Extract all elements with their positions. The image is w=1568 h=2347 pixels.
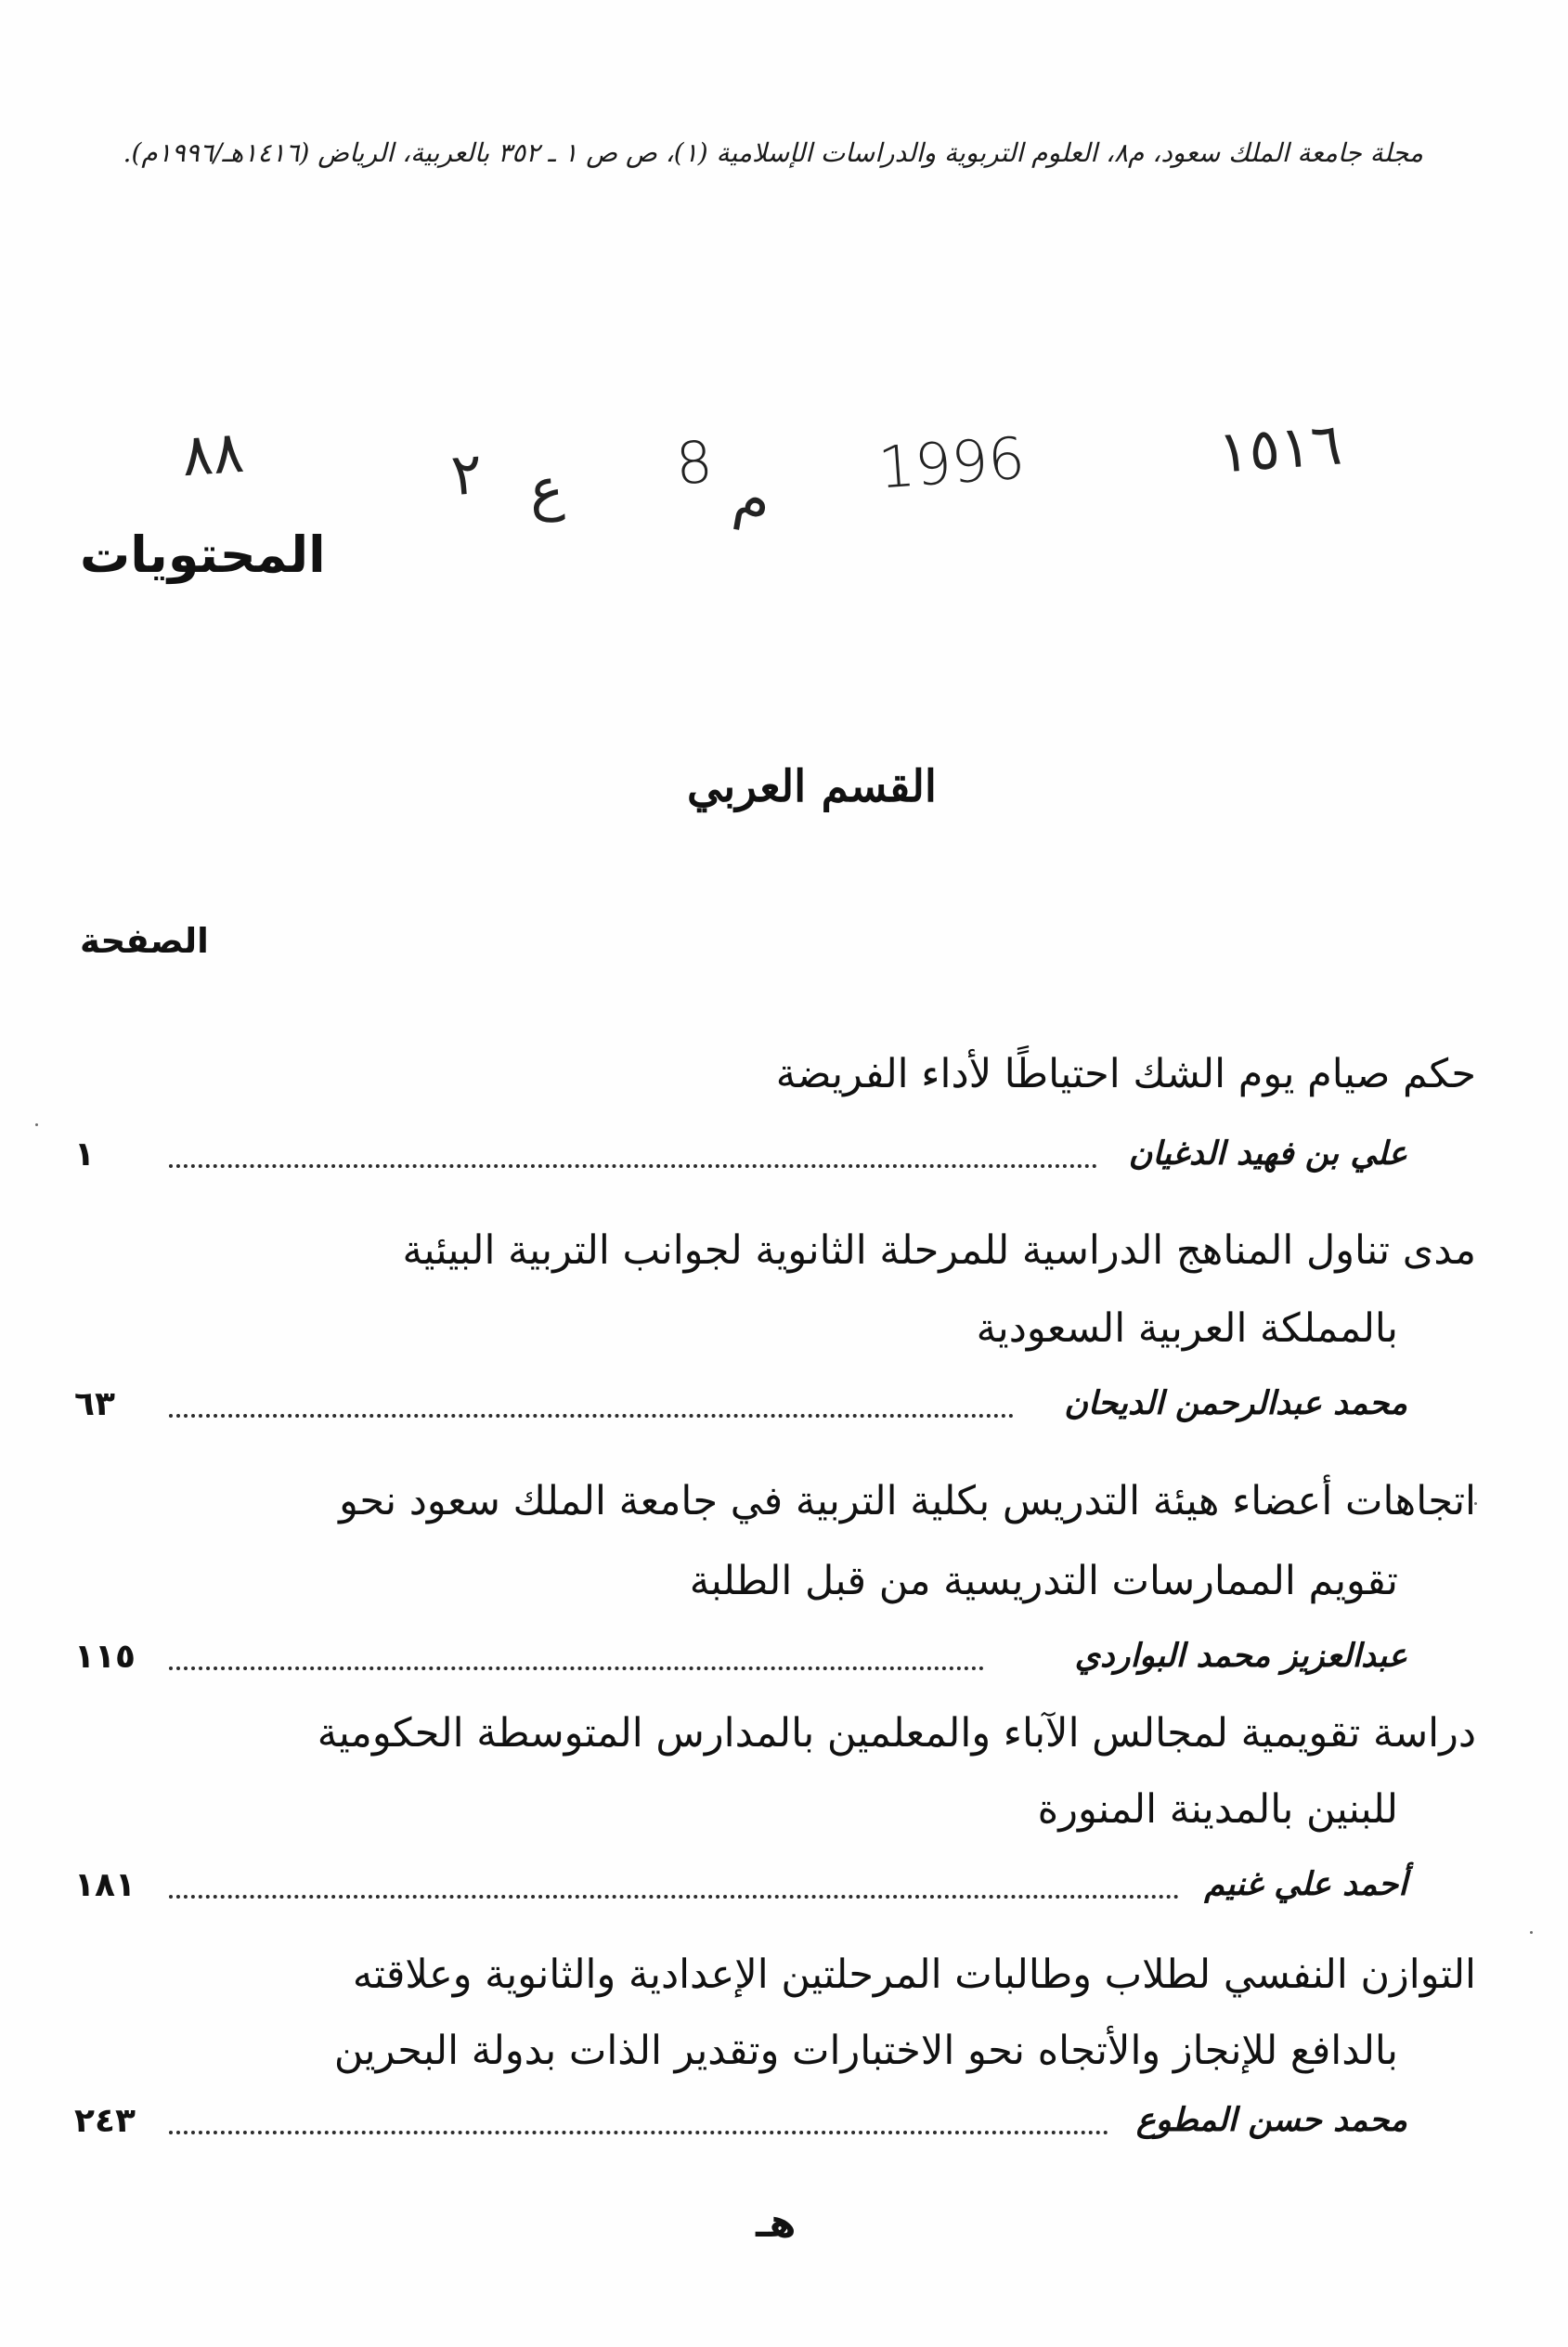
scan-speck bbox=[1530, 1931, 1533, 1934]
section-title: القسم العربي bbox=[687, 761, 937, 812]
footer-page-marker: هـ bbox=[756, 2200, 797, 2246]
entry-title-line: بالمملكة العربية السعودية bbox=[976, 1305, 1398, 1352]
dot-leader bbox=[169, 1895, 1179, 1899]
handwritten-mark-6: 1996 bbox=[875, 423, 1028, 502]
entry-author: أحمد علي غنيم bbox=[1204, 1866, 1407, 1903]
dot-leader bbox=[169, 1666, 984, 1670]
table-of-contents bbox=[74, 1051, 1476, 2140]
entry-title-line: حكم صيام يوم الشك احتياطًا لأداء الفريضة bbox=[775, 1051, 1476, 1097]
entry-page-number: ١٨١ bbox=[74, 1866, 136, 1904]
table-row bbox=[74, 1385, 1407, 1437]
page-column-label: الصفحة bbox=[80, 921, 209, 961]
table-row bbox=[74, 1135, 1407, 1187]
entry-page-number: ٦٣ bbox=[74, 1385, 115, 1423]
entry-title-line: مدى تناول المناهج الدراسية للمرحلة الثانوية لجوانب التربية البيئية bbox=[402, 1227, 1476, 1274]
entry-author: محمد حسن المطوع bbox=[1135, 2102, 1407, 2139]
handwritten-mark-4: 8 bbox=[673, 427, 715, 499]
entry-title-line: دراسة تقويمية لمجالس الآباء والمعلمين بالمدارس المتوسطة الحكومية bbox=[317, 1710, 1476, 1757]
entry-page-number: ١ bbox=[74, 1135, 95, 1174]
entry-page-number: ١١٥ bbox=[74, 1638, 136, 1676]
entry-author: علي بن فهيد الدغيان bbox=[1128, 1135, 1407, 1173]
scan-speck bbox=[35, 1123, 38, 1126]
table-row bbox=[74, 1638, 1407, 1690]
table-row bbox=[74, 1866, 1407, 1918]
handwritten-mark-3: ع bbox=[526, 453, 566, 525]
entry-author: عبدالعزيز محمد البواردي bbox=[1074, 1638, 1407, 1675]
entry-title-line: بالدافع للإنجاز والأتجاه نحو الاختبارات وتقدير الذات بدولة البحرين bbox=[333, 2028, 1398, 2074]
handwritten-mark-5: م bbox=[729, 461, 777, 535]
handwritten-mark-2: ٢ bbox=[448, 438, 485, 510]
handwritten-mark-1: ٨٨ bbox=[179, 417, 247, 490]
journal-citation-header: مجلة جامعة الملك سعود، م٨، العلوم التربوية والدراسات الإسلامية (١)، ص ص ١ ـ ٣٥٢ بالعربية، الرياض (١٤١٦هـ/١٩٩٦م). bbox=[123, 137, 1423, 168]
entry-title-line: التوازن النفسي لطلاب وطالبات المرحلتين الإعدادية والثانوية وعلاقته bbox=[352, 1952, 1476, 1998]
dot-leader bbox=[169, 2131, 1108, 2134]
entry-author: محمد عبدالرحمن الديحان bbox=[1064, 1385, 1407, 1422]
entry-page-number: ٢٤٣ bbox=[74, 2102, 136, 2140]
entry-title-line: اتجاهات أعضاء هيئة التدريس بكلية التربية في جامعة الملك سعود نحو bbox=[339, 1478, 1476, 1524]
dot-leader bbox=[169, 1164, 1097, 1168]
entry-title-line: تقويم الممارسات التدريسية من قبل الطلبة bbox=[689, 1558, 1398, 1604]
entry-title-line: للبنين بالمدينة المنورة bbox=[1037, 1786, 1398, 1833]
handwritten-mark-7: ١٥١٦ bbox=[1215, 409, 1344, 486]
dot-leader bbox=[169, 1414, 1014, 1418]
table-row bbox=[74, 2102, 1407, 2154]
contents-title: المحتويات bbox=[80, 525, 326, 584]
